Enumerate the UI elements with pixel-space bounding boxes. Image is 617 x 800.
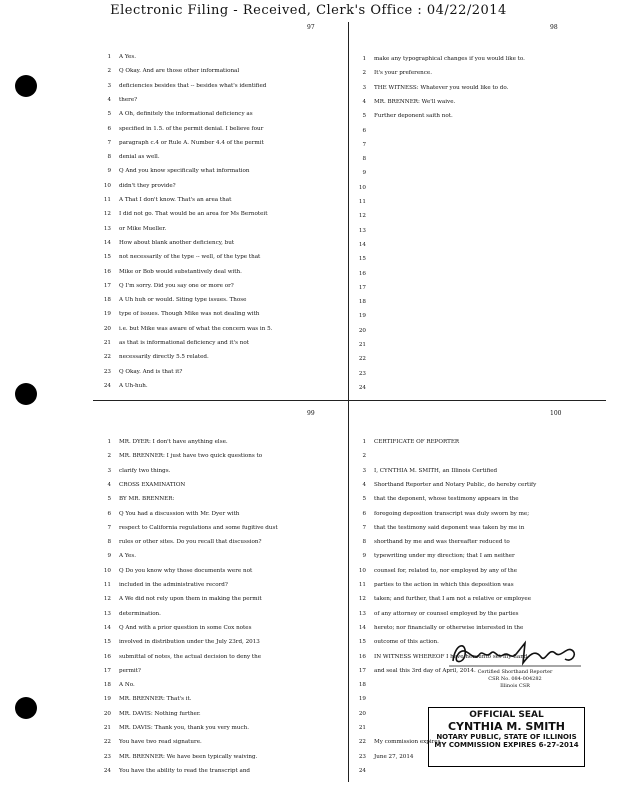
line-text: didn't they provide? bbox=[119, 182, 176, 189]
line-number: 17 bbox=[103, 667, 111, 674]
punch-hole-top bbox=[15, 75, 37, 97]
punch-hole-bottom bbox=[15, 697, 37, 719]
transcript-line bbox=[350, 609, 519, 620]
transcript-line bbox=[95, 181, 176, 192]
line-text: permit? bbox=[119, 667, 141, 674]
transcript-line bbox=[95, 95, 137, 106]
transcript-line bbox=[350, 54, 525, 65]
transcript-line bbox=[95, 480, 185, 491]
transcript-line bbox=[350, 694, 374, 705]
line-number: 21 bbox=[358, 342, 366, 348]
line-number: 10 bbox=[103, 182, 111, 189]
line-text: Q You had a discussion with Mr. Dyer with bbox=[119, 510, 240, 517]
line-text: Q And you know specifically what information bbox=[119, 168, 250, 175]
line-number: 14 bbox=[358, 624, 366, 631]
transcript-line bbox=[350, 326, 374, 337]
transcript-line bbox=[95, 224, 166, 235]
transcript-line bbox=[95, 324, 272, 335]
line-text: typewriting under my direction; that I am neither bbox=[374, 553, 515, 560]
line-number: 3 bbox=[362, 84, 366, 91]
transcript-line bbox=[95, 666, 141, 677]
transcript-line bbox=[350, 737, 441, 748]
line-text: Shorthand Reporter and Notary Public, do hereby certify bbox=[374, 481, 537, 488]
line-text: My commission expires bbox=[374, 739, 441, 746]
line-text: included in the administrative record? bbox=[119, 582, 228, 588]
line-text: A Uh huh or would. Siting type issues. Those bbox=[119, 297, 247, 304]
line-number: 11 bbox=[358, 582, 366, 588]
line-text: determination. bbox=[119, 610, 161, 617]
transcript-line bbox=[95, 566, 252, 577]
line-text: Q Okay. And is that it? bbox=[119, 368, 183, 375]
line-text: denial as well. bbox=[119, 154, 160, 161]
transcript-line bbox=[95, 594, 262, 605]
line-text: and seal this 3rd day of April, 2014. bbox=[374, 667, 476, 674]
line-number: 16 bbox=[358, 270, 366, 277]
transcript-line bbox=[95, 281, 234, 292]
transcript-line bbox=[95, 709, 201, 720]
punch-hole-middle bbox=[15, 383, 37, 405]
filing-stamp-header: Electronic Filing - Received, Clerk's Office : 04/22/2014 bbox=[110, 3, 507, 18]
line-text: shorthand by me and was thereafter reduced to bbox=[374, 539, 510, 546]
transcript-line bbox=[95, 338, 249, 349]
line-text: clarify two things. bbox=[119, 467, 171, 474]
line-text: THE WITNESS: Whatever you would like to do. bbox=[374, 84, 509, 91]
transcript-line bbox=[350, 126, 374, 137]
line-text: make any typographical changes if you would like to. bbox=[374, 56, 525, 62]
line-number: 2 bbox=[107, 453, 111, 460]
page-number: 100 bbox=[550, 410, 562, 417]
transcript-line bbox=[95, 580, 228, 591]
transcript-line bbox=[95, 494, 174, 505]
transcript-line bbox=[95, 124, 263, 135]
transcript-line bbox=[350, 537, 510, 548]
line-number: 21 bbox=[103, 340, 111, 346]
transcript-line bbox=[95, 694, 192, 705]
transcript-line bbox=[95, 367, 182, 378]
transcript-line bbox=[95, 109, 253, 120]
notary-seal-stamp bbox=[428, 707, 585, 767]
line-number: 5 bbox=[107, 496, 111, 503]
transcript-line bbox=[95, 680, 135, 691]
line-number: 14 bbox=[103, 624, 111, 631]
line-number: 19 bbox=[103, 696, 111, 703]
line-text: A Yes. bbox=[119, 553, 136, 560]
transcript-line bbox=[95, 81, 266, 92]
line-text: involved in distribution under the July 23rd, 2013 bbox=[119, 639, 260, 646]
line-text: A Oh, definitely the informational deficiency as bbox=[119, 111, 253, 118]
line-text: Q Do you know why those documents were not bbox=[119, 567, 253, 574]
transcript-line bbox=[95, 652, 261, 663]
line-number: 23 bbox=[103, 753, 111, 760]
line-text: MR. BRENNER: We'll waive. bbox=[374, 98, 456, 105]
line-number: 1 bbox=[362, 439, 366, 445]
line-number: 4 bbox=[107, 96, 111, 103]
line-number: 21 bbox=[103, 725, 111, 731]
line-number: 5 bbox=[362, 113, 366, 120]
line-number: 22 bbox=[358, 356, 366, 363]
line-number: 19 bbox=[358, 313, 366, 320]
line-number: 13 bbox=[358, 227, 366, 234]
line-number: 17 bbox=[358, 284, 366, 291]
transcript-line bbox=[350, 226, 374, 237]
transcript-page-97 bbox=[95, 24, 345, 394]
line-text: parties to the action in which this deposition was bbox=[374, 582, 514, 588]
transcript-line bbox=[350, 283, 374, 294]
line-number: 16 bbox=[358, 653, 366, 660]
line-text: You have the ability to read the transcript and bbox=[119, 767, 251, 774]
line-number: 13 bbox=[358, 610, 366, 617]
line-text: MR. BRENNER: I just have two quick questions to bbox=[119, 453, 263, 460]
transcript-line bbox=[350, 269, 374, 280]
transcript-line bbox=[95, 451, 262, 462]
line-text: A We did not rely upon them in making the permit bbox=[119, 596, 262, 603]
transcript-line bbox=[350, 509, 529, 520]
transcript-line bbox=[350, 594, 531, 605]
transcript-line bbox=[350, 297, 374, 308]
line-text: rules or other sites. Do you recall that discussion? bbox=[119, 539, 262, 546]
transcript-line bbox=[350, 154, 374, 165]
line-number: 15 bbox=[358, 639, 366, 646]
transcript-line bbox=[95, 752, 257, 763]
line-number: 22 bbox=[103, 354, 111, 361]
line-text: It's your preference. bbox=[374, 70, 432, 77]
transcript-line bbox=[350, 580, 514, 591]
line-text: of any attorney or counsel employed by the parties bbox=[374, 610, 519, 617]
transcript-line bbox=[350, 709, 374, 720]
transcript-line bbox=[350, 451, 374, 462]
transcript-line bbox=[95, 537, 262, 548]
line-number: 12 bbox=[103, 596, 111, 603]
transcript-line bbox=[350, 83, 508, 94]
line-number: 5 bbox=[362, 496, 366, 503]
line-text: hereto; nor financially or otherwise interested in the bbox=[374, 624, 524, 631]
line-text: Q I'm sorry. Did you say one or more or? bbox=[119, 282, 234, 289]
line-text: specified in 1.5. of the permit denial. I believe four bbox=[119, 125, 264, 132]
line-text: How about blank another deficiency, but bbox=[119, 239, 235, 246]
transcript-line bbox=[350, 97, 455, 108]
line-number: 24 bbox=[358, 384, 366, 391]
line-number: 10 bbox=[103, 567, 111, 574]
line-text: MR. BRENNER: That's it. bbox=[119, 696, 192, 703]
line-number: 15 bbox=[103, 254, 111, 261]
seal-expiry: MY COMMISSION EXPIRES 6-27-2014 bbox=[434, 741, 579, 749]
line-number: 8 bbox=[107, 154, 111, 161]
transcript-line bbox=[350, 68, 432, 79]
transcript-line bbox=[350, 240, 374, 251]
line-number: 24 bbox=[103, 382, 111, 389]
transcript-line bbox=[350, 680, 374, 691]
line-number: 2 bbox=[362, 70, 366, 77]
line-text: CERTIFICATE OF REPORTER bbox=[374, 439, 460, 445]
line-text: A That I don't know. That's an area that bbox=[119, 197, 232, 203]
line-number: 9 bbox=[362, 553, 366, 560]
transcript-line bbox=[350, 623, 523, 634]
line-number: 2 bbox=[107, 68, 111, 75]
transcript-line bbox=[95, 166, 250, 177]
line-number: 9 bbox=[107, 553, 111, 560]
transcript-line bbox=[350, 466, 497, 477]
line-number: 12 bbox=[103, 211, 111, 218]
line-number: 9 bbox=[362, 170, 366, 177]
line-number: 21 bbox=[358, 725, 366, 731]
seal-title: NOTARY PUBLIC, STATE OF ILLINOIS bbox=[436, 733, 577, 741]
transcript-line bbox=[350, 211, 374, 222]
page-divider-horizontal bbox=[93, 400, 606, 401]
page-number: 97 bbox=[307, 24, 315, 31]
transcript-line bbox=[95, 309, 259, 320]
line-number: 11 bbox=[103, 197, 111, 203]
page-divider-vertical bbox=[348, 22, 349, 782]
line-text: not necessarily of the type -- well, of the type that bbox=[119, 254, 261, 261]
transcript-line bbox=[350, 183, 374, 194]
line-text: MR. DAVIS: Nothing further. bbox=[119, 710, 201, 717]
seal-heading: OFFICIAL SEAL bbox=[469, 710, 544, 720]
line-number: 22 bbox=[103, 739, 111, 746]
transcript-line bbox=[350, 480, 536, 491]
line-number: 19 bbox=[358, 696, 366, 703]
page-number: 99 bbox=[307, 410, 315, 417]
line-number: 24 bbox=[358, 767, 366, 774]
transcript-line bbox=[95, 637, 260, 648]
line-text: that the deponent, whose testimony appears in the bbox=[374, 496, 519, 503]
transcript-line bbox=[95, 623, 251, 634]
line-text: paragraph c.4 or Rule A. Number 4.4 of the permit bbox=[119, 139, 264, 146]
line-number: 16 bbox=[103, 653, 111, 660]
line-text: A Uh-huh. bbox=[119, 382, 148, 389]
transcript-line bbox=[95, 766, 250, 777]
line-number: 10 bbox=[358, 567, 366, 574]
line-number: 5 bbox=[107, 111, 111, 118]
line-text: respect to California regulations and some fugitive dust bbox=[119, 524, 278, 531]
transcript-line bbox=[350, 637, 439, 648]
line-text: submittal of notes, the actual decision to deny the bbox=[119, 653, 262, 660]
line-text: i.e. but Mike was aware of what the concern was in 5. bbox=[119, 325, 273, 332]
line-text: that the testimony said deponent was taken by me in bbox=[374, 524, 525, 531]
transcript-line bbox=[95, 723, 249, 734]
line-number: 4 bbox=[362, 481, 366, 488]
line-number: 1 bbox=[107, 54, 111, 60]
line-number: 19 bbox=[103, 311, 111, 318]
line-number: 3 bbox=[107, 82, 111, 89]
line-number: 15 bbox=[358, 256, 366, 263]
line-number: 23 bbox=[358, 370, 366, 377]
line-number: 4 bbox=[107, 481, 111, 488]
transcript-page-99 bbox=[95, 410, 345, 780]
line-number: 20 bbox=[103, 710, 111, 717]
reporter-signature bbox=[445, 635, 585, 670]
line-text: foregoing deposition transcript was duly sworn by me; bbox=[374, 510, 530, 517]
line-text: MR. BRENNER: We have been typically waiving. bbox=[119, 753, 258, 760]
line-text: necessarily directly 5.5 related. bbox=[119, 354, 209, 361]
transcript-line bbox=[350, 369, 374, 380]
line-number: 23 bbox=[103, 368, 111, 375]
transcript-line bbox=[95, 509, 239, 520]
signature-caption bbox=[450, 669, 580, 690]
line-number: 6 bbox=[107, 510, 111, 517]
line-number: 8 bbox=[107, 539, 111, 546]
transcript-line bbox=[95, 238, 234, 249]
line-number: 1 bbox=[107, 439, 111, 445]
line-number: 24 bbox=[103, 767, 111, 774]
transcript-line bbox=[95, 267, 242, 278]
signature-state: Illinois CSR bbox=[500, 683, 530, 689]
line-text: Q Okay. And are those other informational bbox=[119, 68, 240, 75]
line-number: 6 bbox=[362, 127, 366, 134]
line-number: 4 bbox=[362, 98, 366, 105]
transcript-line bbox=[95, 381, 148, 392]
line-text: taken; and further, that I am not a relative or employee bbox=[374, 596, 532, 603]
line-number: 12 bbox=[358, 213, 366, 220]
line-number: 7 bbox=[107, 524, 111, 531]
transcript-line bbox=[95, 195, 231, 206]
line-number: 6 bbox=[362, 510, 366, 517]
line-text: You have two read signature. bbox=[119, 739, 202, 746]
page-number: 98 bbox=[550, 24, 558, 31]
line-number: 7 bbox=[362, 141, 366, 148]
line-text: IN WITNESS WHEREOF I have hereunto set my hand bbox=[374, 653, 528, 660]
line-number: 2 bbox=[362, 453, 366, 460]
line-text: MR. DYER: I don't have anything else. bbox=[119, 439, 228, 445]
transcript-line bbox=[350, 311, 374, 322]
transcript-line bbox=[95, 66, 239, 77]
line-number: 8 bbox=[362, 156, 366, 163]
line-text: Further deponent saith not. bbox=[374, 113, 453, 120]
transcript-line bbox=[95, 52, 136, 63]
line-number: 12 bbox=[358, 596, 366, 603]
line-number: 14 bbox=[358, 241, 366, 248]
line-text: BY MR. BRENNER: bbox=[119, 496, 175, 503]
line-text: counsel for, related to, nor employed by any of the bbox=[374, 567, 518, 574]
line-text: there? bbox=[119, 96, 138, 103]
transcript-line bbox=[350, 723, 374, 734]
line-number: 16 bbox=[103, 268, 111, 275]
line-number: 3 bbox=[362, 467, 366, 474]
signature-title: Certified Shorthand Reporter bbox=[477, 669, 553, 675]
transcript-line bbox=[350, 354, 374, 365]
line-number: 17 bbox=[358, 667, 366, 674]
transcript-line bbox=[95, 523, 278, 534]
line-text: as that is informational deficiency and it's not bbox=[119, 340, 249, 346]
transcript-line bbox=[350, 168, 374, 179]
line-number: 18 bbox=[103, 682, 111, 689]
line-number: 20 bbox=[358, 327, 366, 334]
line-number: 7 bbox=[362, 524, 366, 531]
transcript-line bbox=[95, 466, 170, 477]
line-text: A No. bbox=[119, 682, 135, 689]
transcript-line bbox=[350, 254, 374, 265]
line-number: 14 bbox=[103, 239, 111, 246]
transcript-line bbox=[350, 766, 374, 777]
line-text: type of issues. Though Mike was not dealing with bbox=[119, 311, 260, 318]
line-number: 22 bbox=[358, 739, 366, 746]
line-number: 18 bbox=[103, 297, 111, 304]
line-number: 9 bbox=[107, 168, 111, 175]
transcript-line bbox=[95, 138, 264, 149]
line-text: CROSS EXAMINATION bbox=[119, 481, 186, 488]
line-number: 13 bbox=[103, 610, 111, 617]
line-number: 18 bbox=[358, 299, 366, 306]
transcript-line bbox=[95, 737, 202, 748]
line-number: 7 bbox=[107, 139, 111, 146]
transcript-line bbox=[350, 566, 517, 577]
line-text: Q And with a prior question in some Cox notes bbox=[119, 624, 252, 631]
transcript-line bbox=[95, 252, 260, 263]
line-number: 1 bbox=[362, 56, 366, 62]
line-text: deficiencies besides that -- besides what's identified bbox=[119, 82, 267, 89]
line-number: 10 bbox=[358, 184, 366, 191]
line-text: A Yes. bbox=[119, 54, 136, 60]
line-number: 23 bbox=[358, 753, 366, 760]
transcript-page-98 bbox=[350, 24, 600, 394]
line-number: 11 bbox=[103, 582, 111, 588]
transcript-line bbox=[350, 494, 519, 505]
line-number: 20 bbox=[103, 325, 111, 332]
line-text: MR. DAVIS: Thank you, thank you very much. bbox=[119, 725, 249, 731]
line-number: 17 bbox=[103, 282, 111, 289]
transcript-line bbox=[95, 352, 209, 363]
line-number: 20 bbox=[358, 710, 366, 717]
transcript-line bbox=[350, 340, 374, 351]
transcript-line bbox=[350, 551, 515, 562]
transcript-line bbox=[350, 523, 524, 534]
line-text: I, CYNTHIA M. SMITH, an Illinois Certified bbox=[374, 467, 498, 474]
line-text: Mike or Bob would substantively deal with. bbox=[119, 268, 242, 275]
transcript-line bbox=[350, 140, 374, 151]
transcript-line bbox=[95, 609, 161, 620]
transcript-line bbox=[350, 383, 374, 394]
line-number: 11 bbox=[358, 199, 366, 205]
seal-name: CYNTHIA M. SMITH bbox=[447, 720, 565, 733]
transcript-line bbox=[95, 551, 136, 562]
transcript-line bbox=[350, 437, 459, 448]
transcript-line bbox=[95, 437, 228, 448]
line-number: 6 bbox=[107, 125, 111, 132]
line-number: 15 bbox=[103, 639, 111, 646]
line-text: outcome of this action. bbox=[374, 639, 439, 646]
line-number: 3 bbox=[107, 467, 111, 474]
line-number: 13 bbox=[103, 225, 111, 232]
transcript-line bbox=[95, 152, 160, 163]
signature-csr: CSR No. 084-004282 bbox=[488, 676, 542, 682]
transcript-line bbox=[350, 752, 413, 763]
transcript-line bbox=[350, 111, 453, 122]
line-text: June 27, 2014 bbox=[374, 753, 414, 760]
line-number: 18 bbox=[358, 682, 366, 689]
transcript-line bbox=[95, 295, 246, 306]
line-text: or Mike Mueller. bbox=[119, 225, 167, 232]
line-text: I did not go. That would be an area for Ms Bernoteit bbox=[119, 211, 268, 218]
transcript-line bbox=[95, 209, 267, 220]
line-number: 8 bbox=[362, 539, 366, 546]
transcript-line bbox=[350, 197, 374, 208]
